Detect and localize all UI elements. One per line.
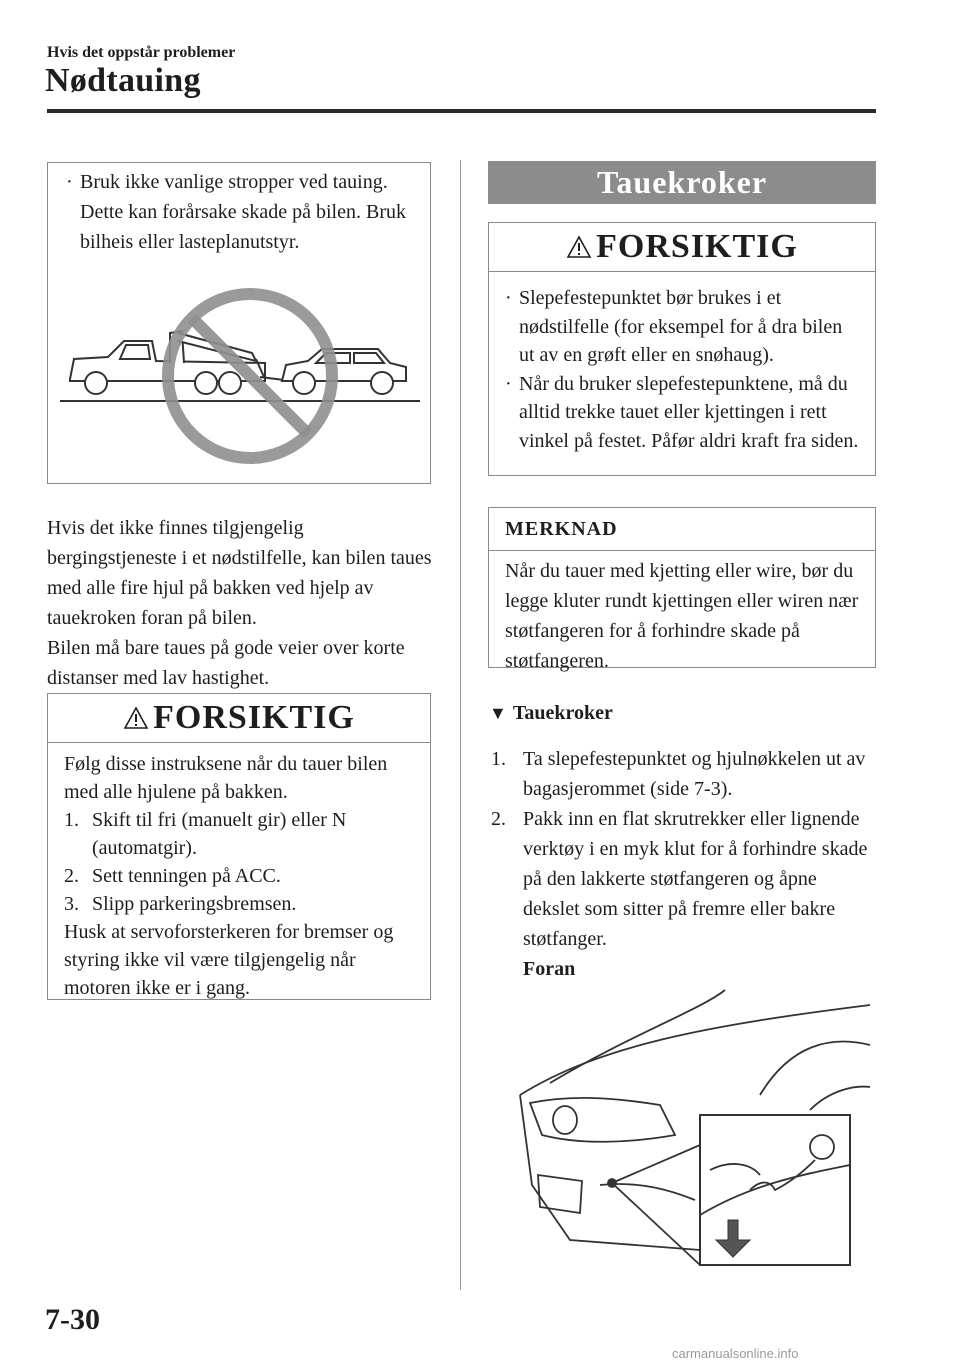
watermark: carmanualsonline.info bbox=[672, 1346, 799, 1361]
caution-header bbox=[489, 223, 875, 272]
step-number: 2. bbox=[64, 865, 79, 887]
procedure-steps bbox=[491, 744, 876, 984]
bullet-item bbox=[505, 370, 859, 456]
bullet-item bbox=[505, 284, 859, 370]
caution-outro: Husk at servoforsterkeren for bremser og styring ikke vil være tilgjengelig når motoren ikke er i gang. bbox=[64, 921, 394, 999]
caution-title: FORSIKTIG bbox=[153, 699, 355, 736]
bullet-dot: · bbox=[505, 287, 512, 309]
bullet-text: Slepefestepunktet bør brukes i et nødstilfelle (for eksempel for å dra bilen ut av en grøft eller en snøhaug). bbox=[519, 287, 843, 366]
step-text: Skift til fri (manuelt gir) eller N (automatgir). bbox=[92, 809, 347, 859]
step-text: Slipp parkeringsbremsen. bbox=[92, 893, 297, 915]
section-banner: Tauekroker bbox=[488, 161, 876, 204]
step-number: 1. bbox=[64, 809, 79, 831]
step-number: 2. bbox=[491, 808, 506, 830]
triangle-marker-icon: ▼ bbox=[489, 703, 507, 723]
step-text: Pakk inn en flat skrutrekker eller lignende verktøy i en myk klut for å forhindre skade på den lakkerte støtfangeren og åpne dekslet som sitter på fremre eller bakre støtfanger. bbox=[523, 808, 868, 950]
column-divider bbox=[460, 160, 461, 1290]
paragraph-line: Hvis det ikke finnes tilgjengelig bergingstjeneste i et nødstilfelle, kan bilen taues med alle fire hjul på bakken ved hjelp av tauekroken foran på bilen. bbox=[47, 517, 432, 629]
subsection-heading bbox=[489, 702, 613, 725]
page-title: Nødtauing bbox=[45, 62, 201, 99]
warning-triangle-icon bbox=[123, 706, 149, 730]
paragraph-line: Bilen må bare taues på gode veier over korte distanser med lav hastighet. bbox=[47, 637, 405, 689]
caution-box-towing bbox=[47, 693, 431, 1000]
procedure-step bbox=[491, 804, 876, 954]
sling-warning-box bbox=[47, 162, 431, 484]
front-bumper-cover-icon bbox=[510, 985, 880, 1275]
caution-step bbox=[64, 862, 414, 890]
caution-step bbox=[64, 890, 414, 918]
procedure-step bbox=[491, 744, 876, 804]
caution-title: FORSIKTIG bbox=[596, 228, 798, 265]
note-text: Når du tauer med kjetting eller wire, bør du legge kluter rundt kjettingen eller wiren nær støtfangeren for å forhindre skade på støtfangeren. bbox=[505, 560, 859, 672]
bullet-item bbox=[66, 167, 416, 257]
caution-intro: Følg disse instruksene når du tauer bilen med alle hjulene på bakken. bbox=[64, 753, 388, 803]
step-number: 3. bbox=[64, 893, 79, 915]
step-text: Sett tenningen på ACC. bbox=[92, 865, 281, 887]
towing-paragraph bbox=[47, 513, 437, 693]
page-number: 7-30 bbox=[45, 1303, 100, 1336]
section-label: Hvis det oppstår problemer bbox=[47, 44, 236, 61]
caution-box-tow-hooks bbox=[488, 222, 876, 476]
warning-triangle-icon bbox=[566, 235, 592, 259]
caution-step bbox=[64, 806, 414, 862]
bullet-text: Når du bruker slepefestepunktene, må du alltid trekke tauet eller kjettingen i rett vinkel på festet. Påfør aldri kraft fra siden. bbox=[519, 372, 859, 452]
step-text: Ta slepefestepunktet og hjulnøkkelen ut av bagasjerommet (side 7-3). bbox=[523, 748, 866, 800]
bullet-dot: · bbox=[66, 171, 73, 193]
caution-header bbox=[48, 694, 430, 743]
note-box bbox=[488, 507, 876, 672]
subsection-title: Tauekroker bbox=[512, 702, 613, 724]
prohibited-sling-tow-icon bbox=[60, 281, 420, 476]
front-label: Foran bbox=[523, 958, 576, 980]
note-title: MERKNAD bbox=[489, 508, 875, 551]
bullet-dot: · bbox=[505, 372, 512, 395]
step-number: 1. bbox=[491, 748, 506, 770]
title-rule bbox=[47, 109, 876, 113]
bullet-text: Bruk ikke vanlige stropper ved tauing. Dette kan forårsake skade på bilen. Bruk bilheis eller lasteplanutstyr. bbox=[80, 171, 406, 253]
